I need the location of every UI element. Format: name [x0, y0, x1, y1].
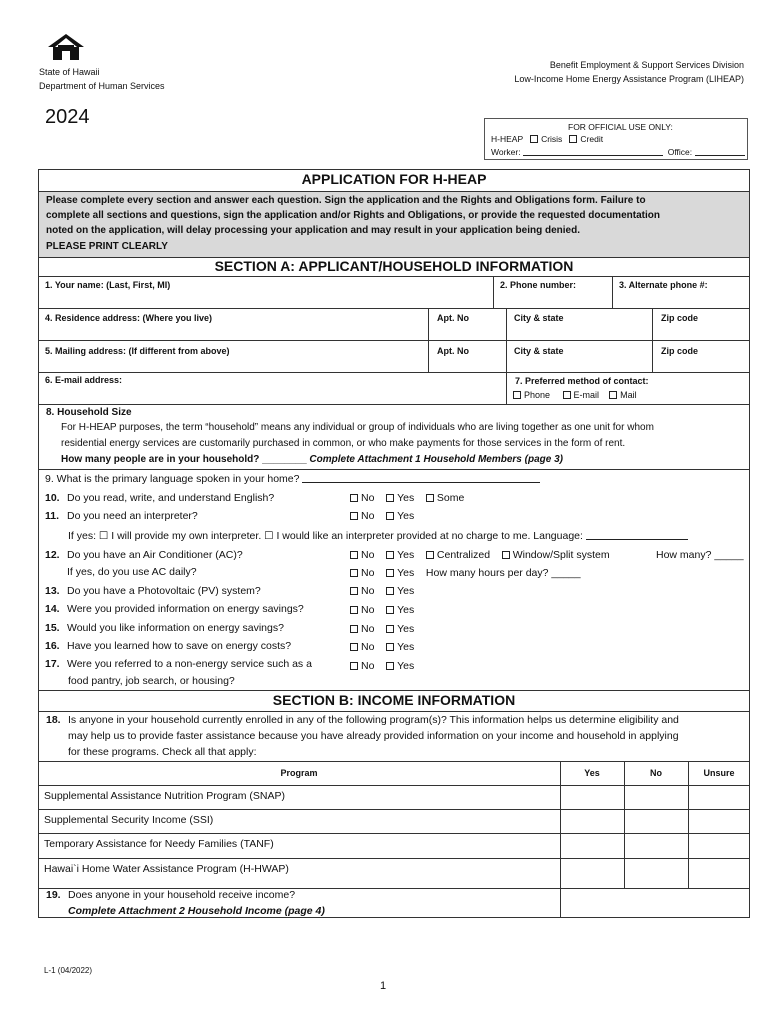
- q11-no-checkbox[interactable]: [350, 512, 358, 520]
- q14-no-label: No: [361, 604, 375, 616]
- hhwap-yes-cell[interactable]: [561, 859, 623, 887]
- household-attachment-note: Complete Attachment 1 Household Members (page 3): [309, 454, 563, 465]
- q10-yes-label: Yes: [397, 492, 415, 504]
- col-program-header: Program: [280, 768, 318, 778]
- q12-no-label: No: [361, 549, 375, 561]
- q10-no-checkbox[interactable]: [350, 494, 358, 502]
- col-yes-header: Yes: [584, 768, 600, 778]
- q11-yes-label: Yes: [397, 510, 415, 522]
- tanf-yes-cell[interactable]: [561, 834, 623, 857]
- q9-row: [45, 473, 540, 485]
- q15-yes-checkbox[interactable]: [386, 625, 394, 633]
- q17-number: 17.: [45, 658, 60, 670]
- household-definition-2: residential energy services are customarily purchased in common, or who make payments for those services in the form of rent.: [61, 438, 626, 449]
- interpreter-language-field[interactable]: [586, 530, 688, 540]
- crisis-checkbox[interactable]: [530, 135, 538, 143]
- q10-some-checkbox[interactable]: [426, 494, 434, 502]
- q16-row: [45, 640, 291, 652]
- q10-no-label: No: [361, 492, 375, 504]
- program-tanf: Temporary Assistance for Needy Families (TANF): [44, 838, 274, 850]
- office-field[interactable]: [695, 146, 745, 156]
- alt-phone-label: 3. Alternate phone #:: [619, 280, 708, 290]
- residence-label: 4. Residence address: (Where you live): [45, 313, 213, 323]
- contact-mail-label: Mail: [620, 390, 637, 400]
- name-field[interactable]: [40, 292, 490, 306]
- q12-number: 12.: [45, 549, 60, 561]
- q10-row: [45, 492, 274, 504]
- form-id: L-1 (04/2022): [44, 966, 93, 975]
- q18-text-2: may help us to provide faster assistance because you have already provided information on your income and household in applying: [68, 730, 679, 742]
- q12b-row: [67, 566, 197, 578]
- q11-interpreter-options: If yes: ☐ I will provide my own interpreter. ☐ I would like an interpreter provided at no charge to me. Language:: [68, 530, 583, 542]
- q17-yes-label: Yes: [397, 660, 415, 672]
- ssi-unsure-cell[interactable]: [689, 810, 749, 833]
- q11-row: [45, 510, 198, 522]
- q10-yes-checkbox[interactable]: [386, 494, 394, 502]
- program-snap: Supplemental Assistance Nutrition Program (SNAP): [44, 790, 286, 802]
- contact-phone-label: Phone: [524, 390, 551, 400]
- q11-options: [350, 510, 414, 522]
- q18-line-1: [46, 714, 679, 726]
- official-use-box: [484, 118, 748, 160]
- q14-row: [45, 603, 304, 615]
- q19-label: Does anyone in your household receive income?: [68, 889, 296, 901]
- official-use-title: FOR OFFICIAL USE ONLY:: [568, 122, 673, 132]
- instructions-line-1: Please complete every section and answer each question. Sign the application and the Rights and Obligations form. Failure to: [46, 195, 646, 206]
- residence-city-label: City & state: [514, 313, 564, 323]
- q14-yes-label: Yes: [397, 604, 415, 616]
- program-hhwap: Hawai`i Home Water Assistance Program (H-HWAP): [44, 863, 289, 875]
- residence-apt-label: Apt. No: [437, 313, 469, 323]
- q13-row: [45, 585, 261, 597]
- instructions-line-4: PLEASE PRINT CLEARLY: [46, 241, 168, 252]
- q13-no-checkbox[interactable]: [350, 587, 358, 595]
- q15-row: [45, 622, 284, 634]
- q13-no-label: No: [361, 585, 375, 597]
- worker-field[interactable]: [523, 146, 663, 156]
- department-name: Department of Human Services: [39, 81, 165, 91]
- mailing-label: 5. Mailing address: (If different from above): [45, 346, 230, 356]
- q10-number: 10.: [45, 492, 60, 504]
- q13-options: [350, 585, 414, 597]
- q17-yes-checkbox[interactable]: [386, 662, 394, 670]
- tanf-no-cell[interactable]: [625, 834, 687, 857]
- q15-yes-label: Yes: [397, 623, 415, 635]
- language-field[interactable]: [302, 473, 540, 483]
- q12b-no-label: No: [361, 567, 375, 579]
- q17-no-checkbox[interactable]: [350, 662, 358, 670]
- q10-label: Do you read, write, and understand English?: [67, 492, 275, 504]
- q11-yes-checkbox[interactable]: [386, 512, 394, 520]
- contact-label: 7. Preferred method of contact:: [515, 376, 649, 386]
- q17b-label: food pantry, job search, or housing?: [68, 675, 235, 687]
- worker-label: Worker:: [491, 147, 521, 157]
- q15-label: Would you like information on energy savings?: [67, 622, 284, 634]
- q17-options: [350, 660, 414, 672]
- page-number: 1: [380, 980, 387, 992]
- hhwap-unsure-cell[interactable]: [689, 859, 749, 887]
- q14-label: Were you provided information on energy savings?: [67, 603, 304, 615]
- q12-options: [350, 549, 610, 561]
- ac-hours-per-day: How many hours per day? _____: [425, 567, 581, 579]
- q9-label: 9. What is the primary language spoken in your home?: [45, 473, 300, 485]
- q13-yes-checkbox[interactable]: [386, 587, 394, 595]
- mailing-zip-label: Zip code: [661, 346, 699, 356]
- q15-number: 15.: [45, 622, 60, 634]
- q13-label: Do you have a Photovoltaic (PV) system?: [67, 585, 261, 597]
- ssi-yes-cell[interactable]: [561, 810, 623, 833]
- household-count-question: How many people are in your household? ________: [61, 454, 307, 465]
- q11-number: 11.: [45, 510, 60, 522]
- q12b-label: If yes, do you use AC daily?: [67, 566, 197, 578]
- q14-no-checkbox[interactable]: [350, 606, 358, 614]
- q17-no-label: No: [361, 660, 375, 672]
- mailing-city-label: City & state: [514, 346, 564, 356]
- snap-unsure-cell[interactable]: [689, 786, 749, 809]
- col-unsure-header: Unsure: [703, 768, 735, 778]
- home-icon: [46, 32, 86, 62]
- snap-yes-cell[interactable]: [561, 786, 623, 809]
- contact-email-checkbox[interactable]: [563, 391, 571, 399]
- q12-yes-label: Yes: [397, 549, 415, 561]
- section-a-title: SECTION A: APPLICANT/HOUSEHOLD INFORMATION: [214, 258, 574, 274]
- residence-zip-label: Zip code: [661, 313, 699, 323]
- q12b-yes-checkbox[interactable]: [386, 569, 394, 577]
- credit-checkbox[interactable]: [569, 135, 577, 143]
- q12-label: Do you have an Air Conditioner (AC)?: [67, 549, 243, 561]
- q11-no-label: No: [361, 510, 375, 522]
- q11-interpreter-row: [68, 530, 688, 542]
- state-name: State of Hawaii: [39, 67, 100, 77]
- q12-yes-checkbox[interactable]: [386, 551, 394, 559]
- q18-text-1: Is anyone in your household currently enrolled in any of the following program(s)? This information helps us determine eligibility and: [68, 714, 679, 726]
- contact-email-label: E-mail: [573, 390, 600, 400]
- crisis-label: Crisis: [541, 134, 563, 144]
- q16-options: [350, 641, 414, 653]
- credit-label: Credit: [580, 134, 604, 144]
- q16-number: 16.: [45, 640, 60, 652]
- centralized-checkbox[interactable]: [426, 551, 434, 559]
- hheap-label: H-HEAP: [491, 134, 523, 144]
- q18-text-3: for these programs. Check all that apply:: [68, 746, 257, 758]
- ssi-no-cell[interactable]: [625, 810, 687, 833]
- q12b-yes-label: Yes: [397, 567, 415, 579]
- snap-no-cell[interactable]: [625, 786, 687, 809]
- phone-label: 2. Phone number:: [500, 280, 577, 290]
- official-worker-row: [491, 146, 745, 157]
- q16-label: Have you learned how to save on energy costs?: [67, 640, 292, 652]
- q12-no-checkbox[interactable]: [350, 551, 358, 559]
- q13-number: 13.: [45, 585, 60, 597]
- q15-no-checkbox[interactable]: [350, 625, 358, 633]
- q18-number: 18.: [46, 714, 61, 726]
- instructions-line-2: complete all sections and questions, sign the application and/or Rights and Obligations, or provide the requested documentation: [46, 210, 660, 221]
- hhwap-no-cell[interactable]: [625, 859, 687, 887]
- program-ssi: Supplemental Security Income (SSI): [44, 814, 214, 826]
- q16-yes-label: Yes: [397, 641, 415, 653]
- q10-some-label: Some: [436, 492, 465, 504]
- contact-options: [513, 390, 637, 400]
- q13-yes-label: Yes: [397, 585, 415, 597]
- q12b-options: [350, 567, 581, 579]
- program-name: Low-Income Home Energy Assistance Program (LIHEAP): [514, 74, 744, 84]
- ac-how-many: How many? _____: [656, 549, 744, 561]
- household-question: [61, 454, 563, 465]
- mailing-apt-label: Apt. No: [437, 346, 469, 356]
- q14-number: 14.: [45, 603, 60, 615]
- instructions-line-3: noted on the application, will delay processing your application and may result in your application being denied.: [46, 225, 580, 236]
- q14-options: [350, 604, 414, 616]
- q19-number: 19.: [46, 889, 61, 901]
- name-label: 1. Your name: (Last, First, MI): [45, 280, 171, 290]
- year: 2024: [45, 106, 90, 128]
- division-name: Benefit Employment & Support Services Division: [549, 60, 744, 70]
- q19-attachment-note: Complete Attachment 2 Household Income (page 4): [68, 905, 325, 917]
- official-use-row: [491, 134, 603, 144]
- section-b-title: SECTION B: INCOME INFORMATION: [272, 692, 516, 708]
- q15-no-label: No: [361, 623, 375, 635]
- q10-options: [350, 492, 464, 504]
- contact-mail-checkbox[interactable]: [609, 391, 617, 399]
- col-no-header: No: [650, 768, 662, 778]
- office-label: Office:: [667, 147, 693, 157]
- q16-yes-checkbox[interactable]: [386, 643, 394, 651]
- q12b-no-checkbox[interactable]: [350, 569, 358, 577]
- q15-options: [350, 623, 414, 635]
- window-checkbox[interactable]: [502, 551, 510, 559]
- q12-row: [45, 549, 243, 561]
- q17-label: Were you referred to a non-energy service such as a: [67, 658, 312, 670]
- household-definition-1: For H-HEAP purposes, the term “household” means any individual or group of individuals who are living together as one unit for whom: [61, 422, 654, 433]
- tanf-unsure-cell[interactable]: [689, 834, 749, 857]
- contact-phone-checkbox[interactable]: [513, 391, 521, 399]
- q17-row: [45, 658, 312, 670]
- household-size-title: 8. Household Size: [46, 407, 132, 418]
- q14-yes-checkbox[interactable]: [386, 606, 394, 614]
- form-title: APPLICATION FOR H-HEAP: [301, 171, 487, 187]
- centralized-label: Centralized: [436, 549, 491, 561]
- q16-no-label: No: [361, 641, 375, 653]
- q16-no-checkbox[interactable]: [350, 643, 358, 651]
- window-label: Window/Split system: [512, 549, 610, 561]
- q11-label: Do you need an interpreter?: [67, 510, 198, 522]
- email-label: 6. E-mail address:: [45, 375, 123, 385]
- q19-row: [46, 889, 295, 901]
